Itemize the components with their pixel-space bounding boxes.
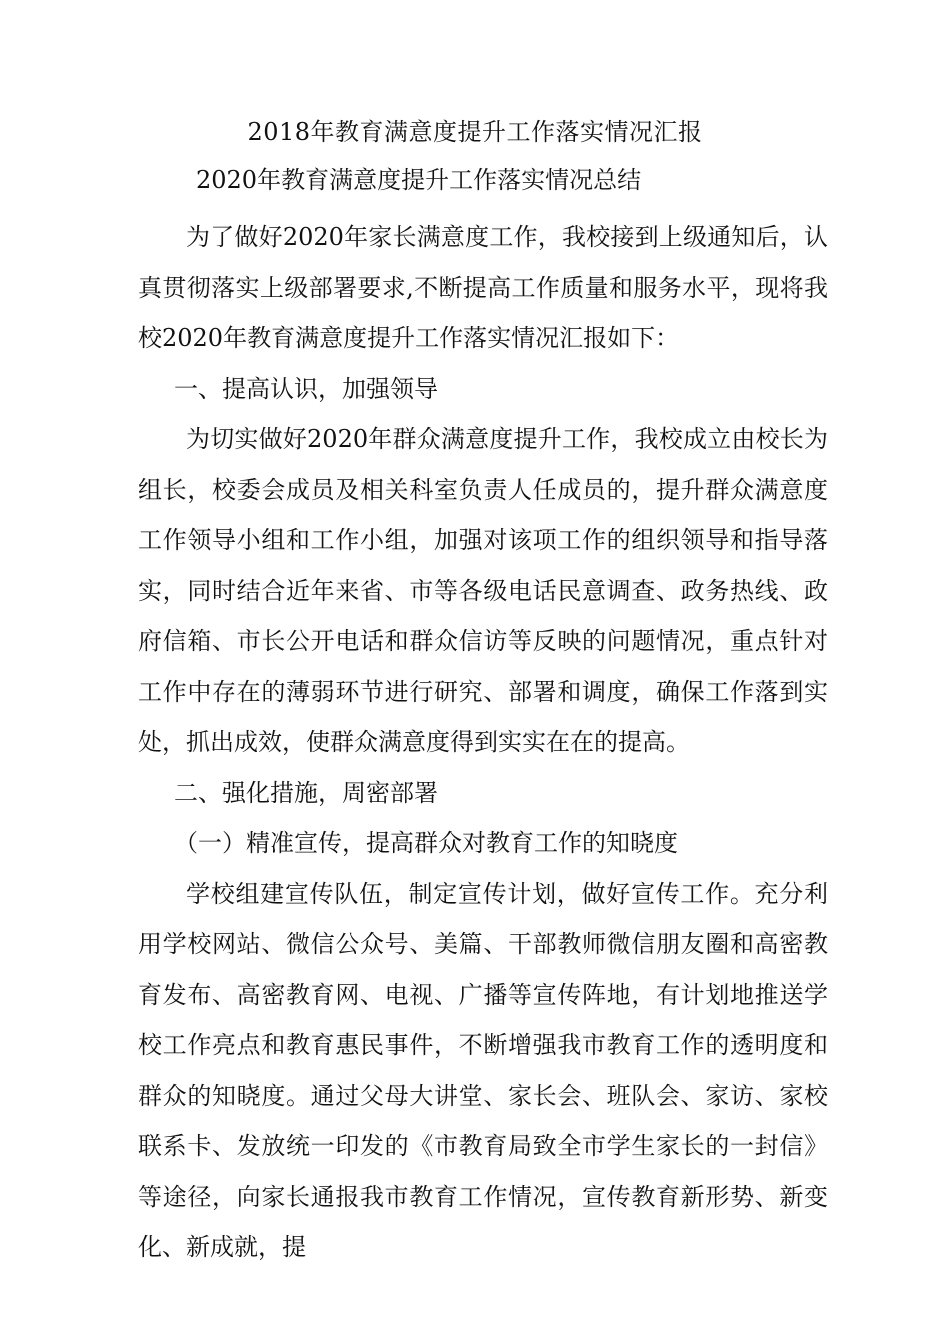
section-heading-2: 二、强化措施，周密部署: [174, 778, 438, 807]
subsection-heading-2-1: （一）精准宣传，提高群众对教育工作的知晓度: [174, 829, 678, 857]
intro-paragraph: 为了做好2020年家长满意度工作，我校接到上级通知后，认真贯彻落实上级部署要求,不断提高工作质量和服务水平，现将我校2020年教育满意度提升工作落实情况汇报如下：: [138, 223, 828, 352]
section-1-paragraph: 为切实做好2020年群众满意度提升工作，我校成立由校长为组长，校委会成员及相关科室负责人任成员的，提升群众满意度工作领导小组和工作小组，加强对该项工作的组织领导和指导落实，同时结合近年来省、市等各级电话民意调查、政务热线、政府信箱、市长公开电话和群众信访等反映的问题情况，重点针对工作中存在的薄弱环节进行研究、部署和调度，确保工作落到实处，抓出成效，使群众满意度得到实实在在的提高。: [138, 425, 828, 756]
document-title: 2018年教育满意度提升工作落实情况汇报: [247, 118, 703, 146]
document-body: [138, 212, 828, 1273]
section-2-1-paragraph: 学校组建宣传队伍，制定宣传计划，做好宣传工作。充分利用学校网站、微信公众号、美篇、干部教师微信朋友圈和高密教育发布、高密教育网、电视、广播等宣传阵地，有计划地推送学校工作亮点和教育惠民事件，不断增强我市教育工作的透明度和群众的知晓度。通过父母大讲堂、家长会、班队会、家访、家校联系卡、发放统一印发的《市教育局致全市学生家长的一封信》等途径，向家长通报我市教育工作情况，宣传教育新形势、新变化、新成就，提: [138, 879, 828, 1261]
section-heading-1: 一、提高认识，加强领导: [174, 374, 438, 403]
document-subtitle: 2020年教育满意度提升工作落实情况总结: [196, 166, 642, 194]
